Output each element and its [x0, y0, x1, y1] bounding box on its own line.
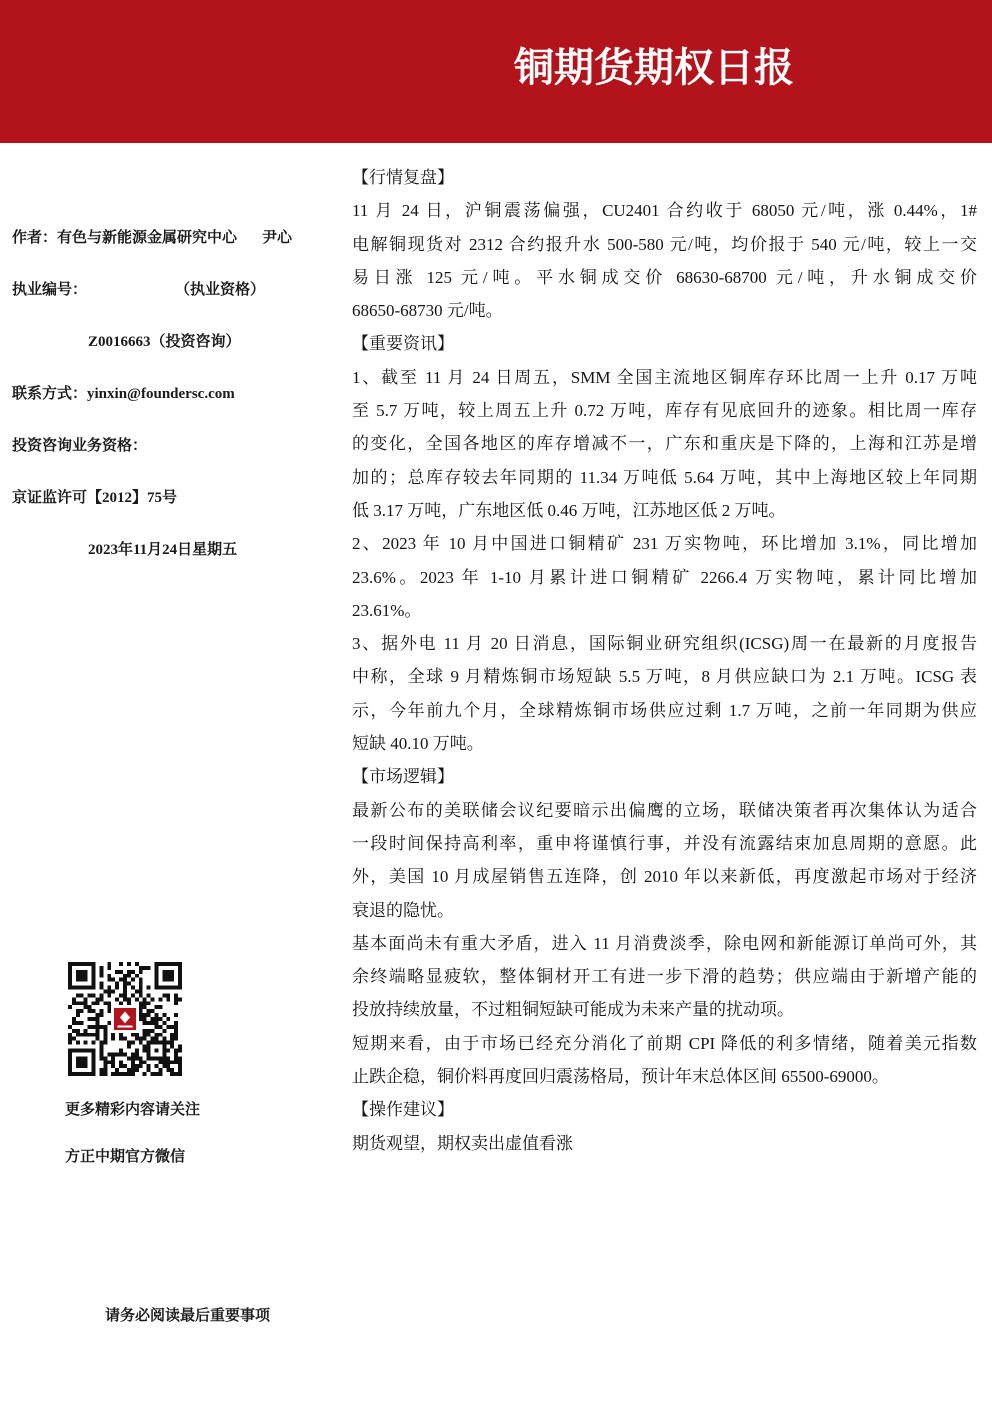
qr-code: [68, 962, 182, 1076]
qr-code-graphic: [68, 962, 182, 1076]
header-banner: [0, 0, 992, 143]
paragraph-line: 的变化，全国各地区的库存增减不一，广东和重庆是下降的，上海和江苏是增: [352, 434, 977, 454]
qr-caption-line2: 方正中期官方微信: [65, 1149, 186, 1165]
paragraph-line: 电解铜现货对 2312 合约报升水 500-580 元/吨，均价报于 540 元/吨，较上一交: [352, 234, 977, 254]
paragraph: [352, 1027, 977, 1094]
paragraph-line: 加的；总库存较去年同期的 11.34 万吨低 5.64 万吨，其中上海地区较上年同期: [352, 467, 977, 487]
paragraph-line: 1、截至 11 月 24 日周五，SMM 全国主流地区铜库存环比周一上升 0.17 万吨: [352, 367, 977, 387]
section-paragraphs: [352, 361, 977, 761]
paragraph-line: 基本面尚未有重大矛盾，进入 11 月消费淡季，除电网和新能源订单尚可外，其: [352, 933, 977, 953]
paragraph-line: 一段时间保持高利率，重申将谨慎行事，并没有流露结束加息周期的意愿。此: [352, 833, 977, 853]
business-qualification-label: 投资咨询业务资格：: [12, 438, 148, 454]
paragraph-line: 衰退的隐忧。: [352, 900, 454, 920]
contact-label: 联系方式：: [12, 386, 88, 402]
section-heading-trading-advice: 【操作建议】: [352, 1100, 454, 1120]
paragraph: [352, 1127, 977, 1160]
section-trading-advice: [352, 1093, 977, 1160]
section-market-review: [352, 161, 977, 327]
report-body: [352, 161, 977, 1160]
paragraph-line: 止跌企稳，铜价料再度回归震荡格局，预计年末总体区间 65500-69000。: [352, 1067, 889, 1087]
author-row: [12, 228, 237, 248]
consulting-license: Z0016663（投资咨询）: [88, 334, 241, 350]
paragraph: [352, 794, 977, 927]
paragraph-line: 示，今年前九个月，全球精炼铜市场供应过剩 1.7 万吨，之前一年同期为供应: [352, 700, 977, 720]
paragraph-line: 易日涨 125 元/吨。平水铜成交价 68630-68700 元/吨，升水铜成交价: [352, 267, 977, 287]
paragraph: [352, 927, 977, 1027]
paragraph-line: 中称，全球 9 月精炼铜市场短缺 5.5 万吨，8 月供应缺口为 2.1 万吨。ICSG 表: [352, 667, 977, 687]
contact-row: [12, 384, 235, 404]
section-heading-key-news: 【重要资讯】: [352, 334, 454, 354]
paragraph-line: 投放持续放量，不过粗铜短缺可能成为未来产量的扰动项。: [352, 1000, 794, 1020]
paragraph: [352, 194, 977, 327]
paragraph-line: 23.6%。2023 年 1-10 月累计进口铜精矿 2266.4 万实物吨，累计同比增加: [352, 567, 977, 587]
paragraph-line: 短缺 40.10 万吨。: [352, 734, 484, 754]
report-title: 铜期货期权日报: [514, 45, 794, 90]
paragraph: [352, 627, 977, 760]
section-heading-market-review: 【行情复盘】: [352, 168, 454, 187]
paragraph-line: 至 5.7 万吨，较上周五上升 0.72 万吨，库存有见底回升的迹象。相比周一库存: [352, 401, 977, 421]
section-paragraphs: [352, 194, 977, 327]
author-department: 有色与新能源金属研究中心: [57, 230, 238, 246]
paragraph-line: 期货观望，期权卖出虚值看涨: [352, 1133, 573, 1153]
paragraph-line: 11 月 24 日，沪铜震荡偏强，CU2401 合约收于 68050 元/吨，涨 0.44%，1#: [352, 201, 977, 221]
paragraph-line: 短期来看，由于市场已经充分消化了前期 CPI 降低的利多情绪，随着美元指数: [352, 1033, 977, 1053]
section-market-logic: [352, 760, 977, 1093]
report-date: 2023年11月24日星期五: [88, 542, 238, 558]
contact-email: yinxin@foundersc.com: [87, 386, 235, 402]
disclaimer-note: 请务必阅读最后重要事项: [105, 1308, 271, 1324]
paragraph-line: 最新公布的美联储会议纪要暗示出偏鹰的立场，联储决策者再次集体认为适合: [352, 800, 977, 820]
author-name: 尹心: [262, 230, 293, 246]
section-heading-market-logic: 【市场逻辑】: [352, 767, 454, 787]
paragraph-line: 3、据外电 11 月 20 日消息，国际铜业研究组织(ICSG)周一在最新的月度报告: [352, 634, 977, 654]
license-label: 执业编号：: [12, 282, 88, 298]
paragraph: [352, 527, 977, 627]
section-paragraphs: [352, 1127, 977, 1160]
qr-logo-underline: [118, 1025, 133, 1027]
author-label: 作者：: [12, 230, 58, 246]
paragraph-line: 外，美国 10 月成屋销售五连降，创 2010 年以来新低，再度激起市场对于经济: [352, 867, 977, 887]
paragraph-line: 2、2023 年 10 月中国进口铜精矿 231 万实物吨，环比增加 3.1%，同比增加: [352, 534, 977, 554]
section-key-news: [352, 327, 977, 760]
paragraph-line: 23.61%。: [352, 600, 422, 620]
qr-caption-line1: 更多精彩内容请关注: [65, 1102, 201, 1118]
paragraph-line: 低 3.17 万吨，广东地区低 0.46 万吨，江苏地区低 2 万吨。: [352, 500, 786, 520]
paragraph: [352, 361, 977, 527]
paragraph-line: 余终端略显疲软，整体铜材开工有进一步下滑的趋势；供应端由于新增产能的: [352, 967, 977, 987]
paragraph-line: 68650-68730 元/吨。: [352, 301, 503, 321]
section-paragraphs: [352, 794, 977, 1094]
license-qualification: （执业资格）: [175, 282, 266, 298]
business-permit: 京证监许可【2012】75号: [12, 490, 178, 506]
